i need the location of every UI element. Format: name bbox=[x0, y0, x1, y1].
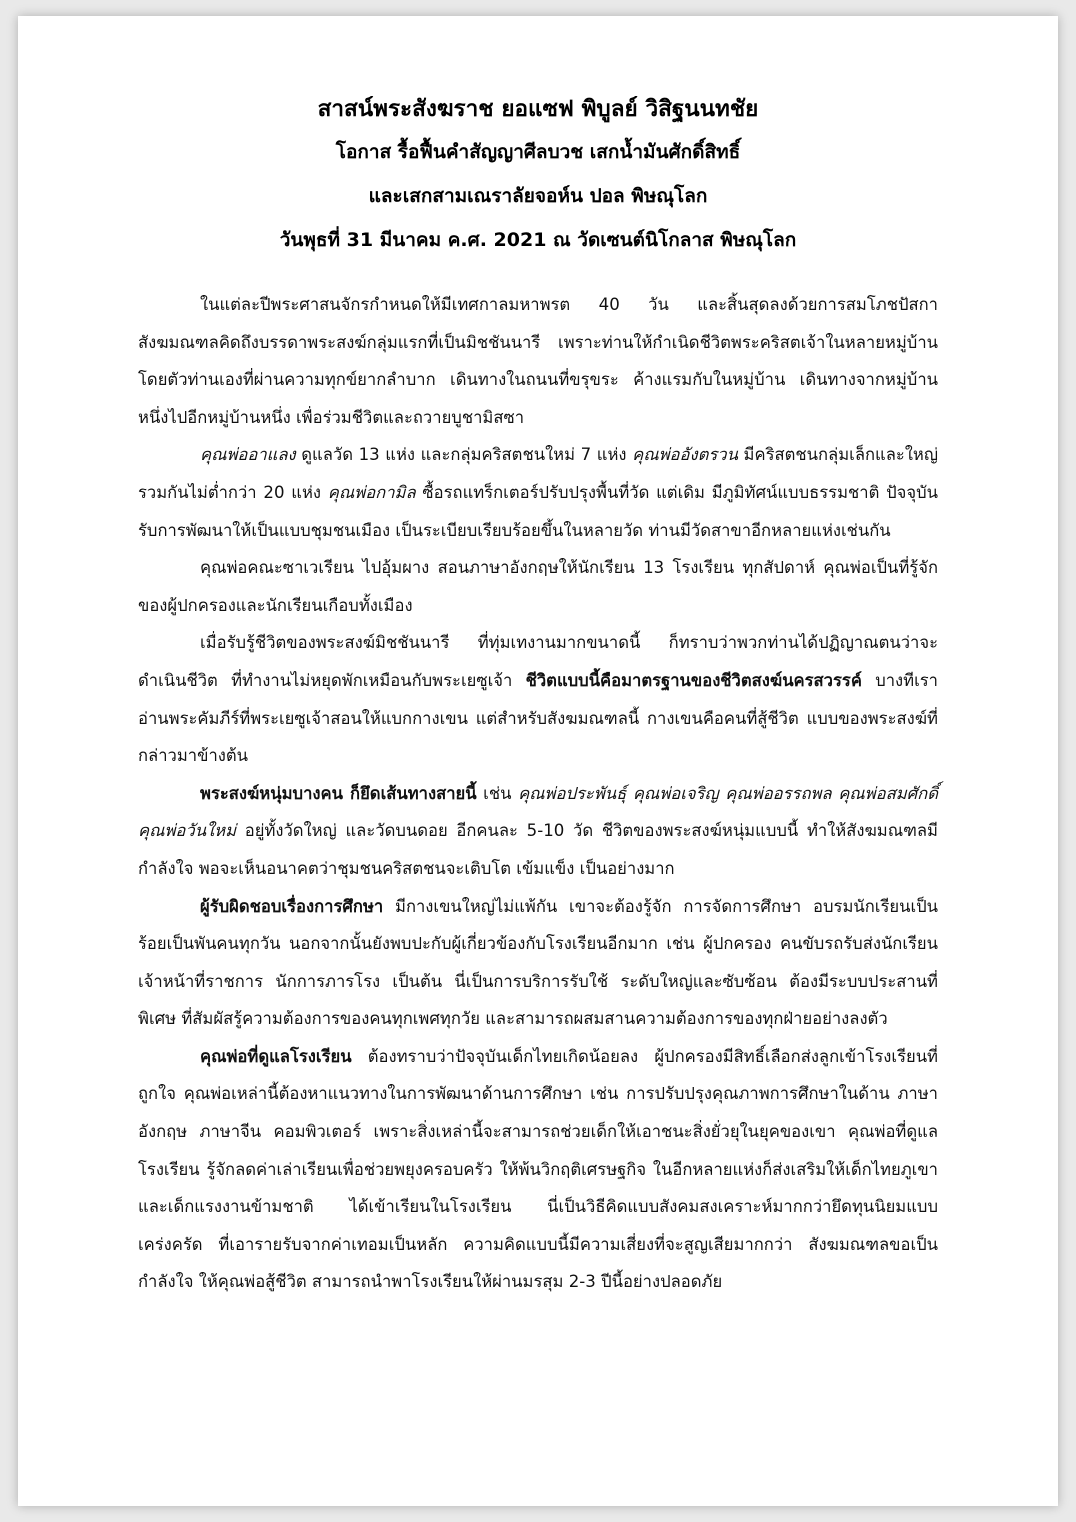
paragraph-text: เช่น bbox=[476, 783, 519, 803]
emphasis-text: พระสงฆ์หนุ่มบางคน ก็ยึดเส้นทางสายนี้ bbox=[200, 783, 477, 803]
paragraph-text: มีกางเขนใหญ่ไม่แพ้กัน เขาจะต้องรู้จัก การจัดการศึกษา อบรมนักเรียนเป็นร้อยเป็นพันคนทุกวัน นอกจากนั้นยังพบปะกับผู้เกี่ยวข้องกับโรงเรียนอีกมาก เช่น ผู้ปกครอง คนขับรถรับส่งนักเรียน เจ้าหน้าที่ราชการ นักการภารโรง เป็นต้น นี่เป็นการบริการรับใช้ ระดับใหญ่และซับซ้อน ต้องมีระบบประสานที่พิเศษ ที่สัมผัสรู้ความต้องการของคนทุกเพศทุกวัย และสามารถผสมสานความต้องการของทุกฝ่ายอย่างลงตัว bbox=[138, 896, 938, 1029]
priest-name: คุณพ่อกามิล bbox=[327, 482, 416, 502]
paragraph-7 bbox=[138, 1038, 938, 1301]
paragraph-text: เมื่อรับรู้ชีวิตของพระสงฆ์มิชชันนารี ที่ทุ่มเทงานมากขนาดนี้ ก็ทราบว่าพวกท่านได้ปฏิญาณตนว่าจะดำเนินชีวิต ที่ทำงานไม่หยุดพักเหมือนกับพระเยซูเจ้า bbox=[138, 633, 938, 690]
document-page bbox=[18, 16, 1058, 1506]
letter-body bbox=[138, 286, 938, 1301]
paragraph-text: ซื้อรถแทร็กเตอร์ปรับปรุงพื้นที่วัด แต่เดิม มีภูมิทัศน์แบบธรรมชาติ ปัจจุบันรับการพัฒนาให้เป็นแบบชุมชนเมือง เป็นระเบียบเรียบร้อยขึ้นในหลายวัด ท่านมีวัดสาขาอีกหลายแห่งเช่นกัน bbox=[138, 482, 938, 540]
paragraph-text: อยู่ทั้งวัดใหญ่ และวัดบนดอย อีกคนละ 5-10 วัด ชีวิตของพระสงฆ์หนุ่มแบบนี้ ทำให้สังฆมณฑลมีกำลังใจ พอจะเห็นอนาคตว่าชุมชนคริสตชนจะเติบโต เข้มแข็ง เป็นอย่างมาก bbox=[138, 821, 938, 878]
occasion-line: โอกาส รื้อฟื้นคำสัญญาศีลบวช เสกน้ำมันศักดิ์สิทธิ์ bbox=[335, 141, 741, 163]
priest-names: คุณพ่อประพันธุ์ คุณพ่อเจริญ คุณพ่ออรรถพล คุณพ่อสมศักดิ์ คุณพ่อวันใหม่ bbox=[138, 783, 939, 841]
paragraph-text: มีคริสตชนกลุ่มเล็กและใหญ่ รวมกันไม่ต่ำกว่า 20 แห่ง bbox=[138, 445, 939, 502]
seminary-line: และเสกสามเณราลัยจอห์น ปอล พิษณุโลก bbox=[368, 185, 708, 207]
priest-name: คุณพ่ออาแลง bbox=[200, 445, 296, 465]
paragraph-text: ดูแลวัด 13 แห่ง และกลุ่มคริสตชนใหม่ 7 แห่ง bbox=[295, 445, 633, 465]
priest-name: คุณพ่ออังตรวน bbox=[632, 445, 738, 465]
paragraph-2 bbox=[138, 436, 938, 549]
date-place-line: วันพุธที่ 31 มีนาคม ค.ศ. 2021 ณ วัดเซนต์นิโกลาส พิษณุโลก bbox=[279, 229, 797, 251]
paragraph-6 bbox=[138, 888, 938, 1038]
paragraph-5 bbox=[138, 775, 938, 888]
paragraph-text: ต้องทราบว่าปัจจุบันเด็กไทยเกิดน้อยลง ผู้ปกครองมีสิทธิ์เลือกส่งลูกเข้าโรงเรียนที่ถูกใจ คุณพ่อเหล่านี้ต้องหาแนวทางในการพัฒนาด้านการศึกษา เช่น การปรับปรุงคุณภาพการศึกษาในด้าน ภาษาอังกฤษ ภาษาจีน คอมพิวเตอร์ เพราะสิ่งเหล่านี้จะสามารถช่วยเด็กให้เอาชนะสิ่งยั่วยุในยุคของเขา คุณพ่อที่ดูแลโรงเรียน รู้จักลดค่าเล่าเรียนเพื่อช่วยพยุงครอบครัว ให้พ้นวิกฤติเศรษฐกิจ ในอีกหลายแห่งก็ส่งเสริมให้เด็กไทยภูเขา และเด็กแรงงานข้ามชาติ ได้เข้าเรียนในโรงเรียน นี่เป็นวิธีคิดแบบสังคมสงเคราะห์มากกว่ายึดทุนนิยมแบบเคร่งครัด ที่เอารายรับจากค่าเทอมเป็นหลัก ความคิดแบบนี้มีความเสี่ยงที่จะสูญเสียมากกว่า สังฆมณฑลขอเป็นกำลังใจ ให้คุณพ่อสู้ชีวิต สามารถนำพาโรงเรียนให้ผ่านมรสุม 2-3 ปีนี้อย่างปลอดภัย bbox=[138, 1046, 938, 1292]
paragraph-text: บางทีเราอ่านพระคัมภีร์ที่พระเยซูเจ้าสอนให้แบกกางเขน แต่สำหรับสังฆมณฑลนี้ กางเขนคือคนที่สู้ชีวิต แบบของพระสงฆ์ที่กล่าวมาข้างต้น bbox=[138, 670, 939, 766]
emphasis-text: คุณพ่อที่ดูแลโรงเรียน bbox=[200, 1046, 352, 1066]
emphasis-text: ชีวิตแบบนี้คือมาตรฐานของชีวิตสงฆ์นครสวรรค์ bbox=[525, 670, 862, 690]
paragraph-1: ในแต่ละปีพระศาสนจักรกำหนดให้มีเทศกาลมหาพรต 40 วัน และสิ้นสุดลงด้วยการสมโภชปัสกา สังฆมณฑลคิดถึงบรรดาพระสงฆ์กลุ่มแรกที่เป็นมิชชันนารี เพราะท่านให้กำเนิดชีวิตพระคริสตเจ้าในหลายหมู่บ้าน โดยตัวท่านเองที่ผ่านความทุกข์ยากลำบาก เดินทางในถนนที่ขรุขระ ค้างแรมกับในหมู่บ้าน เดินทางจากหมู่บ้านหนึ่งไปอีกหมู่บ้านหนึ่ง เพื่อร่วมชีวิตและถวายบูชามิสซา bbox=[138, 295, 938, 427]
letter-header bbox=[18, 88, 1058, 262]
paragraph-4 bbox=[138, 624, 938, 774]
emphasis-text: ผู้รับผิดชอบเรื่องการศึกษา bbox=[200, 896, 384, 916]
letter-title: สาสน์พระสังฆราช ยอแซฟ พิบูลย์ วิสิฐนนทชัย bbox=[317, 96, 759, 122]
paragraph-3: คุณพ่อคณะซาเวเรียน ไปอุ้มผาง สอนภาษาอังกฤษให้นักเรียน 13 โรงเรียน ทุกสัปดาห์ คุณพ่อเป็นที่รู้จักของผู้ปกครองและนักเรียนเกือบทั้งเมือง bbox=[138, 558, 938, 615]
